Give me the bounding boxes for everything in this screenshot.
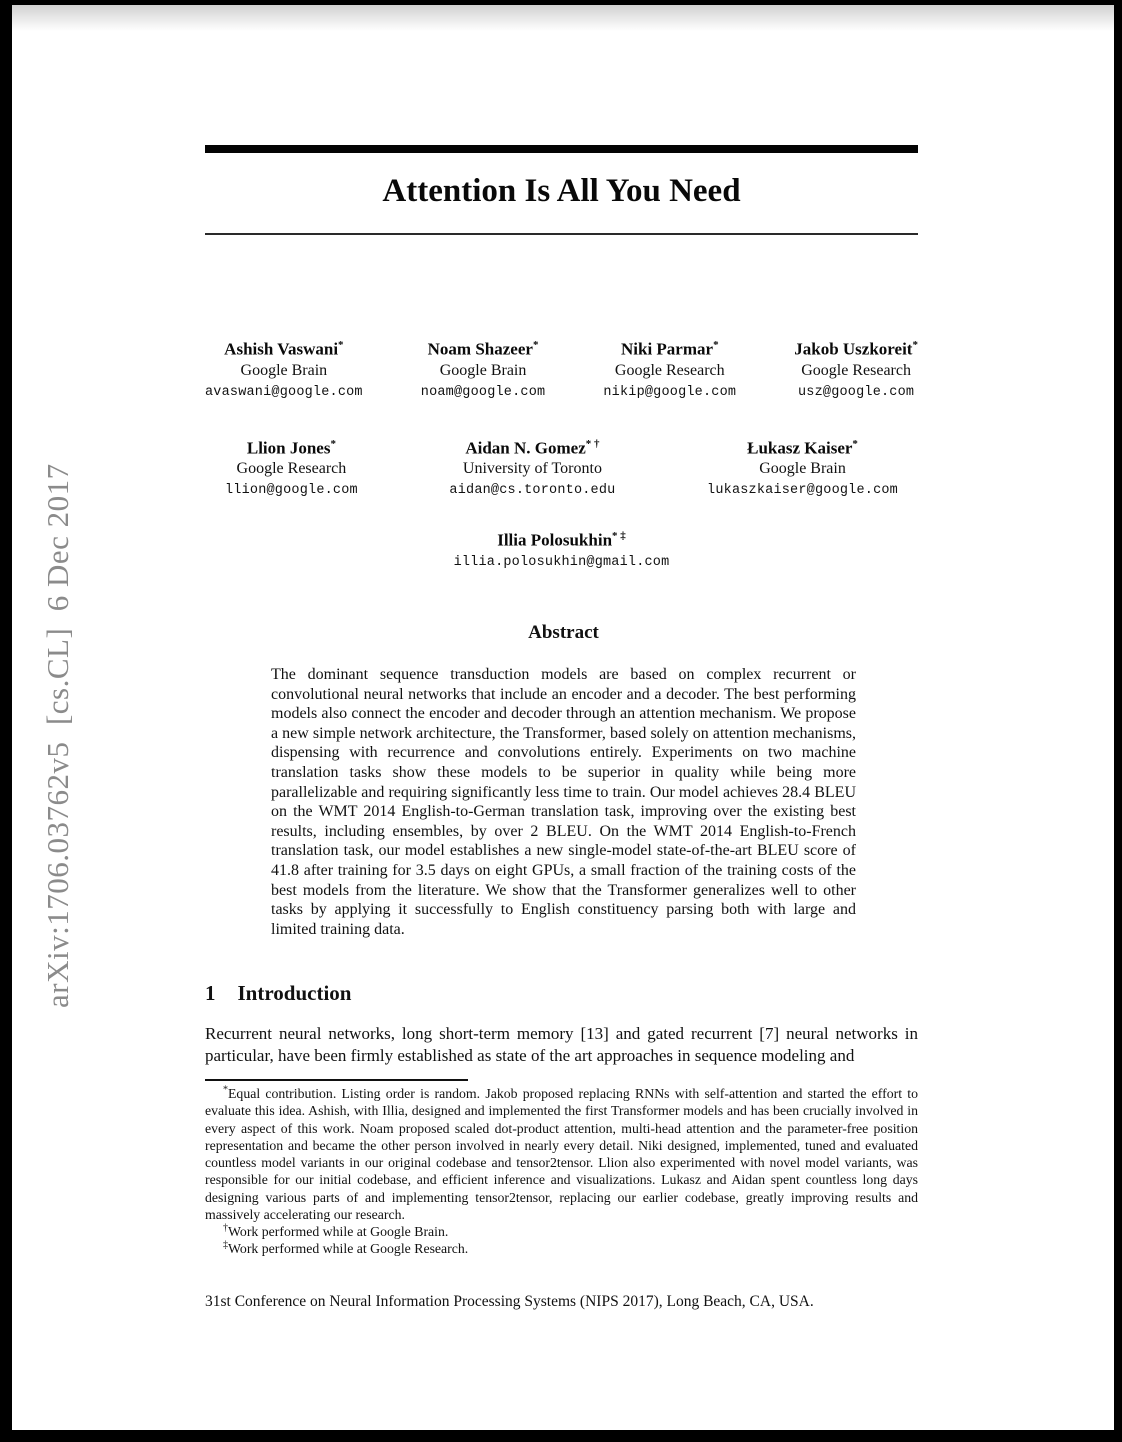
footnote-marker-asterisk: * bbox=[223, 1084, 228, 1096]
author-mark: * bbox=[852, 437, 858, 450]
author-name bbox=[421, 335, 546, 360]
author-mark: * bbox=[532, 339, 539, 351]
footnote-dagger bbox=[205, 1223, 918, 1240]
footnote-text: Work performed while at Google Research. bbox=[228, 1241, 469, 1257]
abstract-section bbox=[271, 622, 856, 939]
section-number: 1 bbox=[205, 981, 216, 1006]
author-ashish-vaswani bbox=[205, 335, 363, 402]
author-affiliation: Google Research bbox=[801, 361, 911, 379]
author-name-text: Noam Shazeer bbox=[427, 339, 533, 359]
footnote-text: Work performed while at Google Brain. bbox=[228, 1223, 449, 1239]
author-name-text: Niki Parmar bbox=[620, 339, 714, 359]
arxiv-sidebar-stamp: arXiv:1706.03762v5 [cs.CL] 6 Dec 2017 bbox=[40, 463, 75, 1008]
author-name bbox=[794, 335, 918, 360]
author-jakob-uszkoreit bbox=[794, 335, 918, 402]
authors-row-1 bbox=[205, 335, 918, 402]
author-email: llion@google.com bbox=[225, 483, 358, 499]
footnote-rule bbox=[205, 1079, 468, 1081]
author-name-text: Jakob Uszkoreit bbox=[794, 339, 913, 359]
abstract-text: The dominant sequence transduction models are based on complex recurrent or convolutional neural networks that include an encoder and a decoder. The best performing models also connect the encoder and decoder through an attention mechanism. We propose a new simple network architecture, the Transformer, based solely on attention mechanisms, dispensing with recurrence and convolutions entirely. Experiments on two machine translation tasks show these models to be superior in quality while being more parallelizable and requiring significantly less time to train. Our model achieves 28.4 BLEU on the WMT 2014 English-to-German translation task, improving over the existing best results, including ensembles, by over 2 BLEU. On the WMT 2014 English-to-French translation task, our model establishes a new single-model state-of-the-art BLEU score of 41.8 after training for 3.5 days on eight GPUs, a small fraction of the training costs of the best models from the literature. We show that the Transformer generalizes well to other tasks by applying it successfully to English constituency parsing both with large and limited training data. bbox=[271, 665, 856, 938]
conference-footer: 31st Conference on Neural Information Processing Systems (NIPS 2017), Long Beach, CA, USA. bbox=[205, 1293, 814, 1311]
author-block bbox=[205, 335, 918, 572]
author-niki-parmar bbox=[603, 335, 736, 402]
author-aidan-gomez bbox=[449, 434, 615, 501]
author-name-text: Illia Polosukhin bbox=[497, 530, 613, 550]
author-name-text: Llion Jones bbox=[246, 438, 331, 458]
author-mark: * bbox=[713, 339, 719, 351]
author-name bbox=[225, 434, 358, 459]
author-email: illia.polosukhin@gmail.com bbox=[453, 554, 670, 570]
author-llion-jones bbox=[225, 434, 358, 501]
author-email: avaswani@google.com bbox=[205, 384, 363, 400]
author-affiliation: Google Brain bbox=[240, 361, 328, 379]
author-affiliation: Google Research bbox=[614, 361, 725, 379]
author-noam-shazeer bbox=[421, 335, 546, 402]
author-name bbox=[205, 335, 363, 360]
title-rule-bottom bbox=[205, 233, 918, 235]
author-name-text: Ashish Vaswani bbox=[224, 339, 339, 359]
author-name bbox=[449, 434, 615, 459]
author-email: noam@google.com bbox=[420, 384, 546, 400]
abstract-heading: Abstract bbox=[528, 621, 599, 643]
section-title: Introduction bbox=[237, 981, 352, 1006]
author-name bbox=[603, 335, 736, 360]
author-affiliation: Google Research bbox=[236, 460, 347, 478]
author-email: nikip@google.com bbox=[603, 384, 737, 400]
author-name bbox=[707, 434, 898, 459]
authors-row-3 bbox=[205, 526, 918, 572]
author-mark: * † bbox=[585, 437, 600, 450]
footnote-equal-contribution bbox=[205, 1085, 918, 1223]
author-affiliation: Google Brain bbox=[759, 460, 846, 478]
paper-content bbox=[205, 5, 918, 1311]
author-mark: * bbox=[912, 339, 918, 351]
author-mark: * bbox=[330, 437, 336, 450]
author-affiliation: University of Toronto bbox=[462, 460, 602, 478]
author-illia-polosukhin bbox=[454, 526, 670, 572]
paper-title: Attention Is All You Need bbox=[382, 173, 741, 209]
author-affiliation: Google Brain bbox=[439, 361, 527, 379]
author-email: usz@google.com bbox=[797, 384, 915, 400]
author-mark: * ‡ bbox=[612, 530, 626, 543]
author-email: aidan@cs.toronto.edu bbox=[449, 483, 616, 499]
title-rule-top bbox=[205, 145, 918, 153]
author-name-text: Łukasz Kaiser bbox=[747, 438, 853, 458]
footnotes bbox=[205, 1085, 918, 1257]
section-heading-introduction bbox=[205, 981, 918, 1006]
author-lukasz-kaiser bbox=[707, 434, 898, 501]
footnote-text: Equal contribution. Listing order is random. Jakob proposed replacing RNNs with self-attention and started the effort to evaluate this idea. Ashish, with Illia, designed and implemented the first Transformer models and has been crucially involved in every aspect of this work. Noam proposed scaled dot-product attention, multi-head attention and the parameter-free position representation and became the other person involved in nearly every detail. Niki designed, implemented, tuned and evaluated countless model variants in our original codebase and tensor2tensor. Llion also experimented with novel model variants, was responsible for our initial codebase, and efficient inference and visualizations. Lukasz and Aidan spent countless long days designing various parts of and implementing tensor2tensor, replacing our earlier codebase, greatly improving results and massively accelerating our research. bbox=[205, 1086, 918, 1222]
footnote-double-dagger bbox=[205, 1240, 918, 1257]
author-mark: * bbox=[338, 339, 344, 351]
author-email: lukaszkaiser@google.com bbox=[707, 483, 898, 499]
footnote-marker-dagger: † bbox=[223, 1222, 228, 1234]
author-name bbox=[454, 526, 670, 551]
authors-row-2 bbox=[205, 434, 918, 501]
paper-page bbox=[12, 5, 1114, 1430]
author-name-text: Aidan N. Gomez bbox=[465, 438, 586, 458]
introduction-paragraph: Recurrent neural networks, long short-term memory [13] and gated recurrent [7] neural networks in particular, have been firmly established as state of the art approaches in sequence modeling and bbox=[205, 1024, 918, 1065]
footnote-marker-double-dagger: ‡ bbox=[223, 1239, 228, 1251]
